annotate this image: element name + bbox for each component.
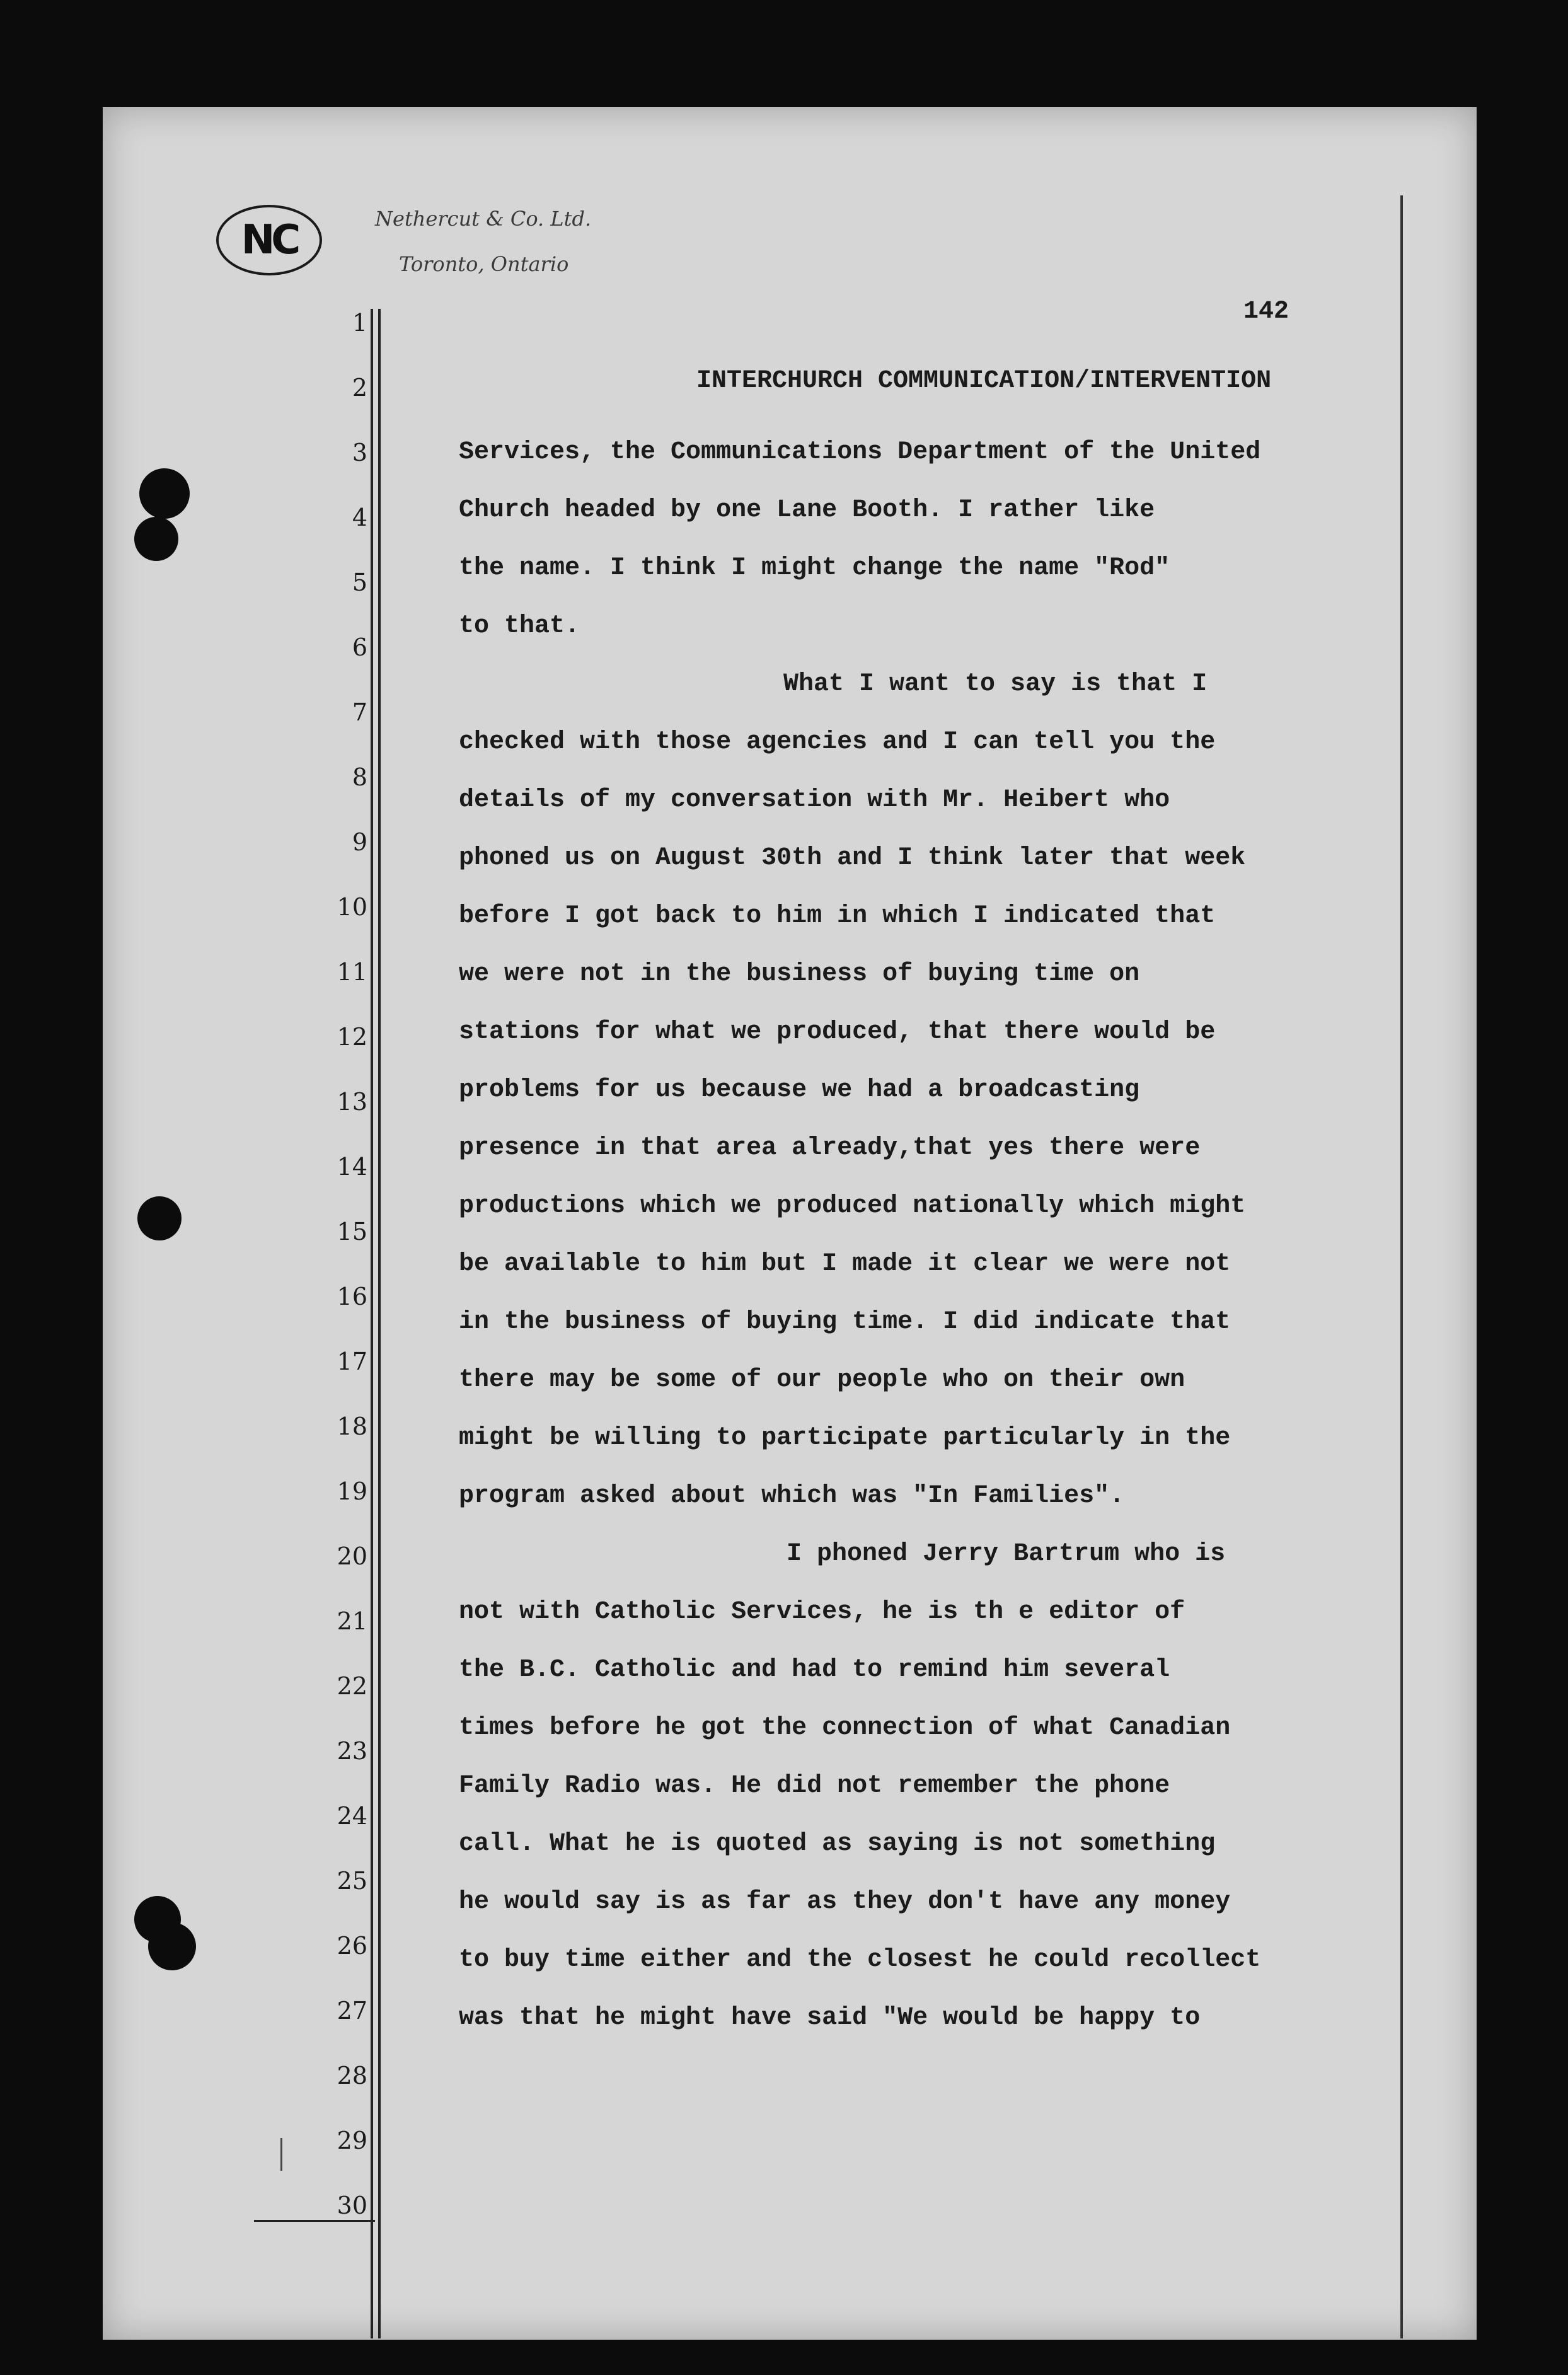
line-number: 16 xyxy=(337,1283,367,1310)
text-line: productions which we produced nationally which might xyxy=(459,1192,1246,1220)
line-number: 3 xyxy=(352,439,367,466)
line-number: 27 xyxy=(337,1997,367,2025)
text-line: times before he got the connection of what Canadian xyxy=(459,1714,1231,1742)
line-number: 1 xyxy=(352,309,367,337)
line-number: 21 xyxy=(337,1607,367,1635)
firm-name: Nethercut & Co. Ltd. xyxy=(375,207,592,231)
line-number: 4 xyxy=(352,504,367,531)
text-line: Church headed by one Lane Booth. I rather like xyxy=(459,496,1155,524)
text-line: he would say is as far as they don't have any money xyxy=(459,1888,1231,1916)
right-margin-rule xyxy=(1400,195,1403,2338)
left-margin-rule xyxy=(371,309,373,2338)
line-number: 18 xyxy=(337,1413,367,1440)
line-number: 10 xyxy=(337,893,367,921)
text-line: stations for what we produced, that there would be xyxy=(459,1018,1216,1046)
line-number: 15 xyxy=(337,1218,367,1245)
text-line: be available to him but I made it clear we were not xyxy=(459,1250,1231,1278)
line-number: 23 xyxy=(337,1737,367,1765)
line-number: 24 xyxy=(337,1802,367,1830)
line-number: 20 xyxy=(337,1542,367,1570)
line-number: 7 xyxy=(352,698,367,726)
text-line: might be willing to participate particularly in the xyxy=(459,1424,1231,1452)
line-number: 28 xyxy=(337,2062,367,2089)
line-number: 30 xyxy=(337,2192,367,2219)
line-number: 19 xyxy=(337,1477,367,1505)
firm-location: Toronto, Ontario xyxy=(399,252,569,276)
line-number: 13 xyxy=(337,1088,367,1116)
text-line: What I want to say is that I xyxy=(783,670,1208,698)
text-line: call. What he is quoted as saying is not something xyxy=(459,1830,1216,1858)
page-number: 142 xyxy=(1243,298,1289,326)
line-number: 17 xyxy=(337,1348,367,1375)
text-line: phoned us on August 30th and I think later that week xyxy=(459,844,1246,872)
left-margin-rule xyxy=(378,309,381,2338)
text-line: was that he might have said "We would be happy to xyxy=(459,2004,1201,2032)
line-number: 29 xyxy=(337,2127,367,2154)
line-number: 9 xyxy=(352,828,367,856)
transcript-page xyxy=(103,107,1477,2340)
text-line: there may be some of our people who on their own xyxy=(459,1366,1185,1394)
text-line: checked with those agencies and I can tell you the xyxy=(459,728,1216,756)
line-number: 12 xyxy=(337,1023,367,1051)
text-line: problems for us because we had a broadcasting xyxy=(459,1076,1140,1104)
text-line: before I got back to him in which I indicated that xyxy=(459,902,1216,930)
page-heading: INTERCHURCH COMMUNICATION/INTERVENTION xyxy=(696,367,1272,395)
line-number: 2 xyxy=(352,374,367,402)
text-line: program asked about which was "In Families". xyxy=(459,1482,1125,1510)
text-line: Family Radio was. He did not remember the phone xyxy=(459,1772,1170,1800)
line-number: 14 xyxy=(337,1153,367,1181)
line-number: 5 xyxy=(352,569,367,596)
text-line: the B.C. Catholic and had to remind him several xyxy=(459,1656,1170,1684)
line-number: 26 xyxy=(337,1932,367,1960)
text-line: presence in that area already,that yes there were xyxy=(459,1134,1201,1162)
text-line: we were not in the business of buying time on xyxy=(459,960,1140,988)
logo-text: NC xyxy=(241,217,297,263)
line-number: 11 xyxy=(337,958,367,986)
line-number: 6 xyxy=(352,633,367,661)
text-line: I phoned Jerry Bartrum who is xyxy=(787,1540,1226,1568)
text-line: not with Catholic Services, he is th e editor of xyxy=(459,1598,1185,1626)
text-line: Services, the Communications Department of the United xyxy=(459,438,1261,466)
line-number: 25 xyxy=(337,1867,367,1895)
text-line: to that. xyxy=(459,612,580,640)
line-number-column xyxy=(103,107,367,2340)
text-line: in the business of buying time. I did indicate that xyxy=(459,1308,1231,1336)
text-line: the name. I think I might change the name "Rod" xyxy=(459,554,1170,582)
line-number: 8 xyxy=(352,763,367,791)
text-line: details of my conversation with Mr. Heibert who xyxy=(459,786,1170,814)
line-number: 22 xyxy=(337,1672,367,1700)
text-line: to buy time either and the closest he could recollect xyxy=(459,1946,1261,1974)
